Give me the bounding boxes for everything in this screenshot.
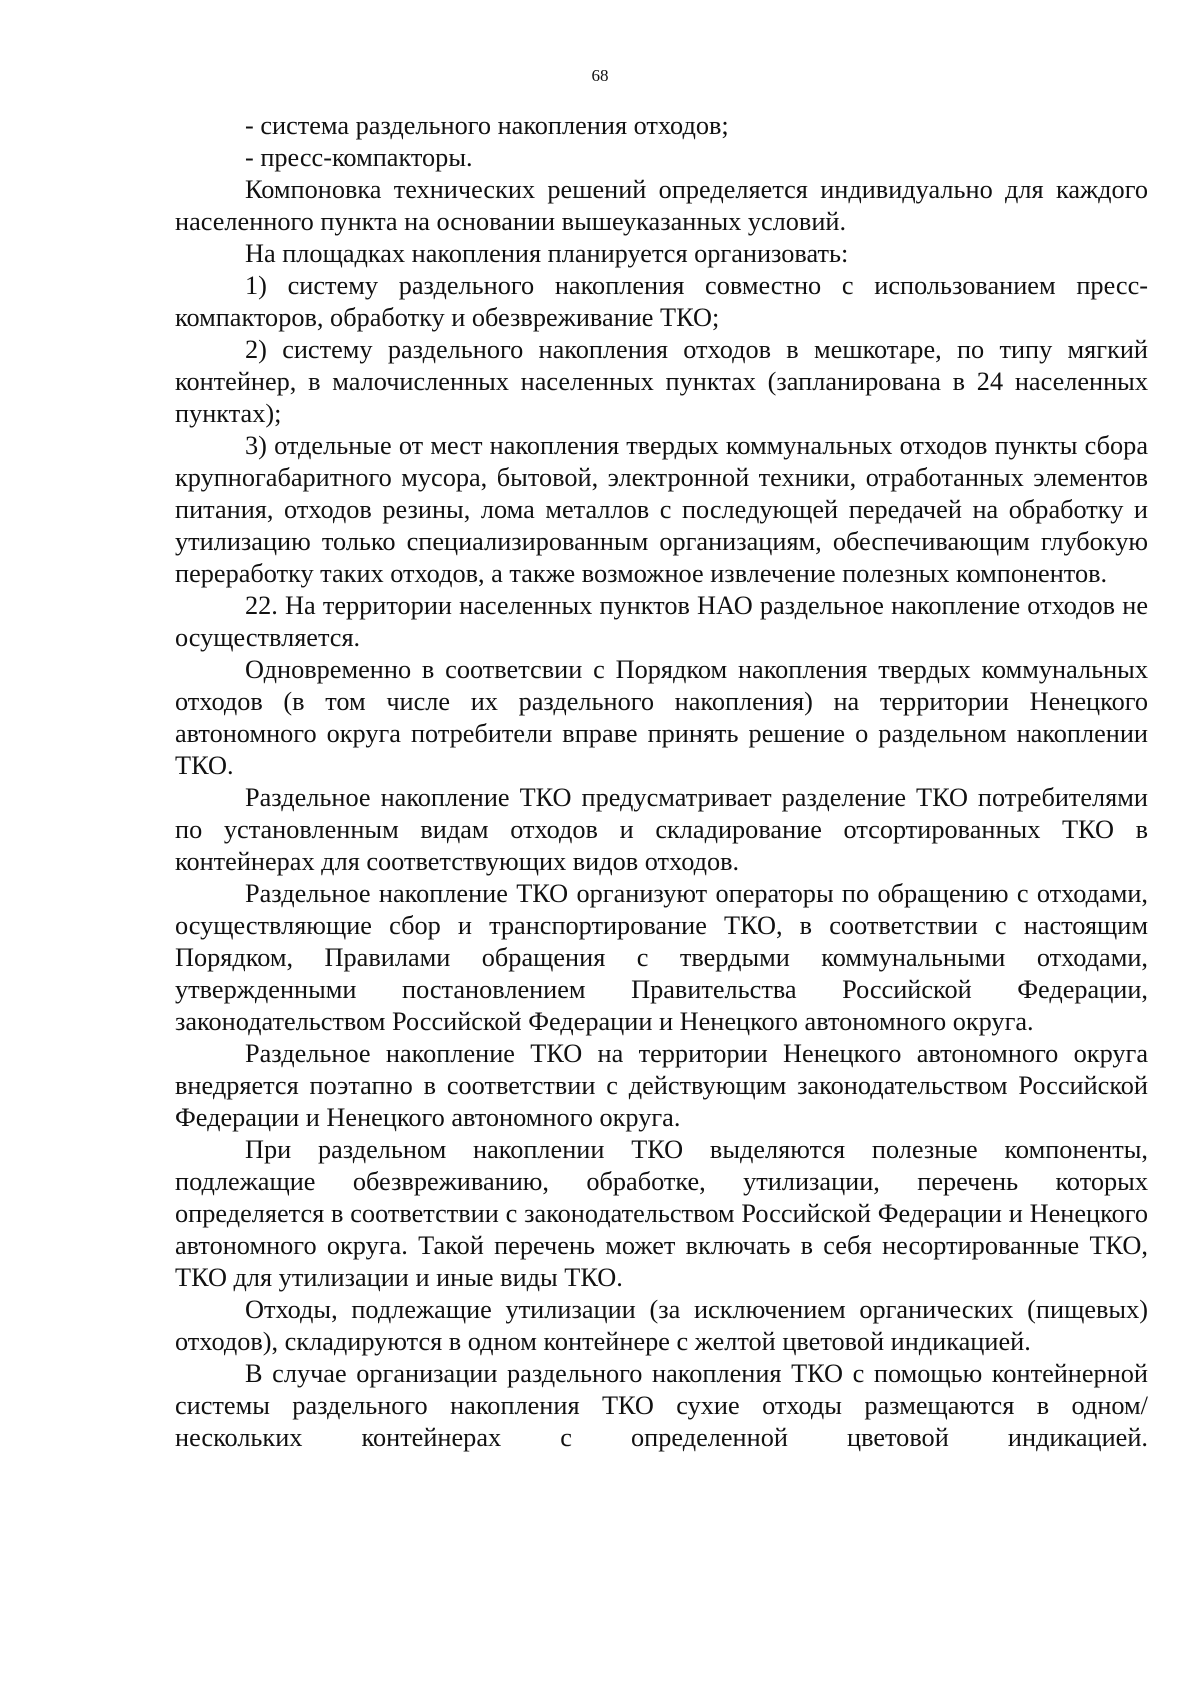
paragraph: Раздельное накопление ТКО предусматривает разделение ТКО потребителями по установленным видам отходов и складирование отсортированных ТКО в контейнерах для соответствующих видов отходов. <box>175 783 1148 876</box>
page-number: 68 <box>591 66 609 85</box>
paragraph-section-22: 22. На территории населенных пунктов НАО раздельное накопление отходов не осуществляется. <box>175 591 1148 652</box>
paragraph: В случае организации раздельного накопления ТКО с помощью контейнерной системы раздельного накопления ТКО сухие отходы размещаются в одном/нескольких контейнерах с определенной цветовой индикацией. <box>175 1359 1148 1452</box>
paragraph: Одновременно в соответсвии с Порядком накопления твердых коммунальных отходов (в том числе их раздельного накопления) на территории Ненецкого автономного округа потребители вправе принять решение о раздельном накоплении ТКО. <box>175 655 1148 780</box>
paragraph: Раздельное накопление ТКО на территории Ненецкого автономного округа внедряется поэтапно в соответствии с действующим законодательством Российской Федерации и Ненецкого автономного округа. <box>175 1039 1148 1132</box>
document-body <box>175 110 1148 1454</box>
paragraph-list-item: - пресс-компакторы. <box>245 143 473 172</box>
paragraph-numbered-item: 2) систему раздельного накопления отходов в мешкотаре, по типу мягкий контейнер, в малочисленных населенных пунктах (запланирована в 24 населенных пунктах); <box>175 335 1148 428</box>
paragraph-numbered-item: 3) отдельные от мест накопления твердых коммунальных отходов пункты сбора крупногабаритного мусора, бытовой, электронной техники, отработанных элементов питания, отходов резины, лома металлов с последующей передачей на обработку и утилизацию только специализированным организациям, обеспечивающим глубокую переработку таких отходов, а также возможное извлечение полезных компонентов. <box>175 431 1148 588</box>
paragraph: При раздельном накоплении ТКО выделяются полезные компоненты, подлежащие обезвреживанию, обработке, утилизации, перечень которых определяется в соответствии с законодательством Российской Федерации и Ненецкого автономного округа. Такой перечень может включать в себя несортированные ТКО, ТКО для утилизации и иные виды ТКО. <box>175 1135 1148 1292</box>
paragraph: Отходы, подлежащие утилизации (за исключением органических (пищевых) отходов), складируются в одном контейнере с желтой цветовой индикацией. <box>175 1295 1148 1356</box>
paragraph: Раздельное накопление ТКО организуют операторы по обращению с отходами, осуществляющие сбор и транспортирование ТКО, в соответствии с настоящим Порядком, Правилами обращения с твердыми коммунальными отходами, утвержденными постановлением Правительства Российской Федерации, законодательством Российской Федерации и Ненецкого автономного округа. <box>175 879 1148 1036</box>
paragraph-numbered-item: 1) систему раздельного накопления совместно с использованием пресс-компакторов, обработку и обезвреживание ТКО; <box>175 271 1148 332</box>
paragraph-list-item: - система раздельного накопления отходов; <box>245 111 729 140</box>
paragraph: На площадках накопления планируется организовать: <box>245 239 849 268</box>
paragraph: Компоновка технических решений определяется индивидуально для каждого населенного пункта на основании вышеуказанных условий. <box>175 175 1148 236</box>
